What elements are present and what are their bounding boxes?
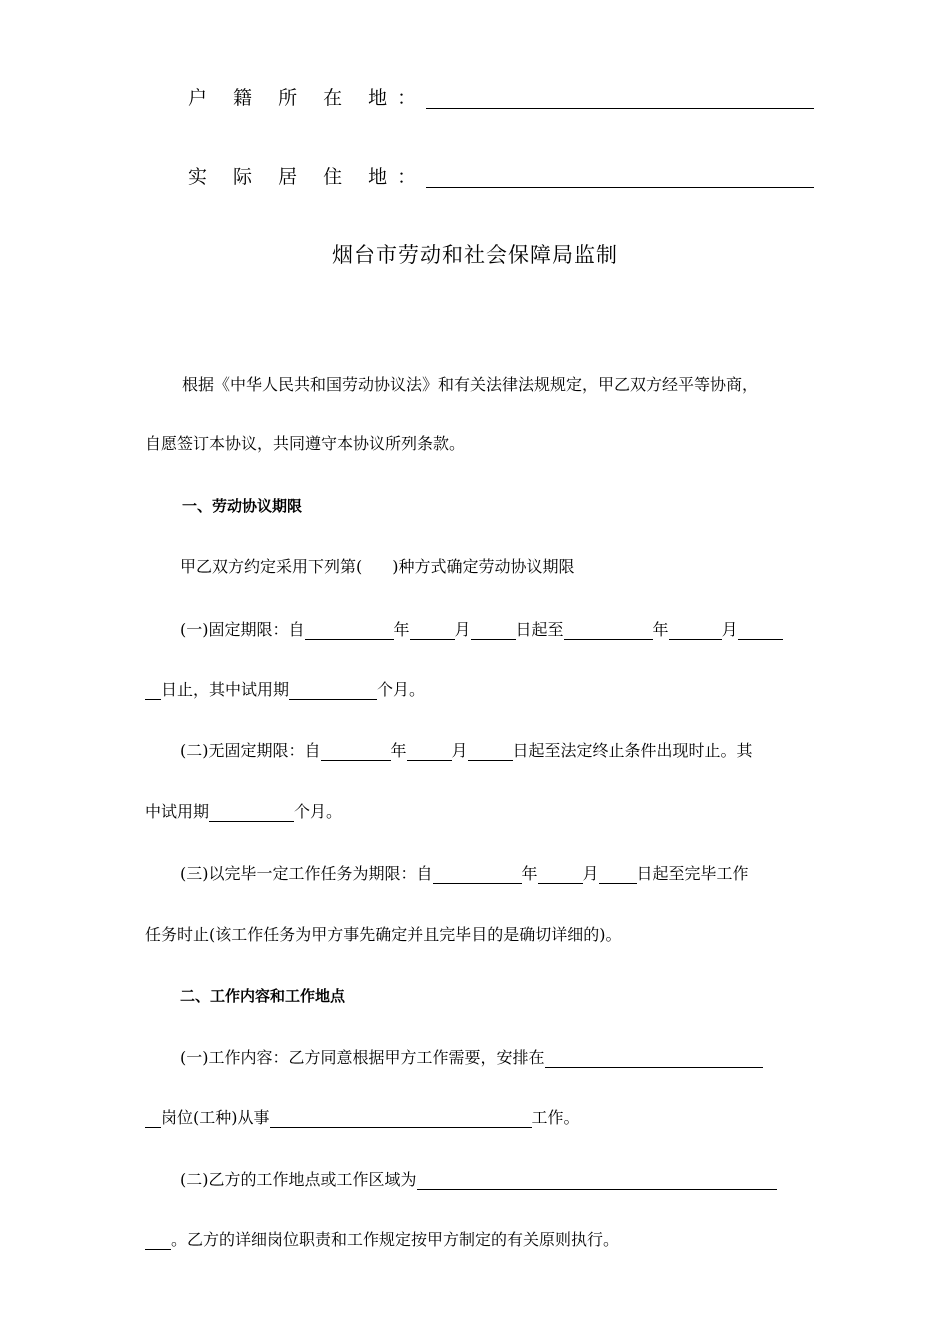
issuer-title: 烟台市劳动和社会保障局监制 xyxy=(332,243,618,267)
work-location-line-2 xyxy=(145,1230,619,1250)
work-location-blank-b[interactable] xyxy=(145,1233,171,1250)
fixed-year-unit: 年 xyxy=(393,620,410,639)
open-probation-blank[interactable] xyxy=(209,805,294,822)
intro-line-1: 根据《中华人民共和国劳动协议法》和有关法律法规规定，甲乙双方经平等协商， xyxy=(182,375,759,394)
task-term-label: (三)以完毕一定工作任务为期限：自 xyxy=(180,864,433,883)
fixed-term-line-1 xyxy=(180,620,783,640)
task-start-day-blank[interactable] xyxy=(599,867,637,884)
fixed-month-unit: 月 xyxy=(454,620,471,639)
task-term-line-2: 任务时止(该工作任务为甲方事先确定并且完毕目的是确切详细的)。 xyxy=(145,925,622,944)
household-registration-label: 户 籍 所 在 地： xyxy=(188,87,427,109)
fixed-end-year-blank[interactable] xyxy=(564,623,653,640)
fixed-start-month-blank[interactable] xyxy=(410,623,455,640)
open-term-line-1 xyxy=(180,741,753,761)
work-location-blank-a[interactable] xyxy=(417,1173,777,1190)
fixed-day-to: 日止，其中试用期 xyxy=(161,680,290,699)
fixed-end-day-blank-b[interactable] xyxy=(145,683,161,700)
open-term-label: (二)无固定期限：自 xyxy=(180,741,321,760)
work-suffix: 工作。 xyxy=(531,1108,580,1127)
intro-line-2: 自愿签订本协议，共同遵守本协议所列条款。 xyxy=(145,434,466,453)
fixed-end-month-unit: 月 xyxy=(721,620,738,639)
term-choice-text-a: 甲乙双方约定采用下列第( xyxy=(180,557,363,576)
section-2-heading: 二、工作内容和工作地点 xyxy=(180,987,346,1005)
fixed-months-unit: 个月。 xyxy=(377,680,426,699)
fixed-end-year-unit: 年 xyxy=(652,620,669,639)
actual-residence-row xyxy=(188,167,814,188)
task-start-year-blank[interactable] xyxy=(433,867,522,884)
section-1-heading: 一、劳动协议期限 xyxy=(182,497,303,515)
open-month-unit: 月 xyxy=(451,741,468,760)
fixed-end-day-blank-a[interactable] xyxy=(738,623,783,640)
open-start-day-blank[interactable] xyxy=(468,744,513,761)
open-months-unit: 个月。 xyxy=(294,802,343,821)
open-start-year-blank[interactable] xyxy=(321,744,391,761)
work-department-blank-a[interactable] xyxy=(545,1051,763,1068)
task-year-unit: 年 xyxy=(521,864,538,883)
task-term-line-1 xyxy=(180,864,749,884)
household-registration-blank[interactable] xyxy=(426,90,814,109)
fixed-term-line-2 xyxy=(145,680,425,700)
fixed-start-day-blank[interactable] xyxy=(471,623,516,640)
work-content-line-2 xyxy=(145,1108,580,1128)
work-content-line-1 xyxy=(180,1048,763,1068)
fixed-end-month-blank[interactable] xyxy=(669,623,722,640)
task-start-month-blank[interactable] xyxy=(538,867,583,884)
fixed-day-from: 日起至 xyxy=(515,620,564,639)
work-location-tail: 。乙方的详细岗位职责和工作规定按甲方制定的有关原则执行。 xyxy=(171,1230,620,1249)
term-choice-blank[interactable] xyxy=(362,561,392,577)
work-type-blank[interactable] xyxy=(270,1111,532,1128)
work-content-label: (一)工作内容：乙方同意根据甲方工作需要，安排在 xyxy=(180,1048,545,1067)
fixed-probation-blank[interactable] xyxy=(289,683,377,700)
fixed-term-label: (一)固定期限：自 xyxy=(180,620,305,639)
work-post-label: 岗位(工种)从事 xyxy=(161,1108,270,1127)
open-probation-label: 中试用期 xyxy=(145,802,210,821)
actual-residence-blank[interactable] xyxy=(426,169,814,188)
open-day-tail: 日起至法定终止条件出现时止。其 xyxy=(512,741,753,760)
open-term-line-2 xyxy=(145,802,342,822)
work-location-line-1 xyxy=(180,1170,777,1190)
task-month-unit: 月 xyxy=(582,864,599,883)
work-location-label: (二)乙方的工作地点或工作区域为 xyxy=(180,1170,417,1189)
term-choice-line xyxy=(180,557,575,577)
open-start-month-blank[interactable] xyxy=(407,744,452,761)
term-choice-text-b: )种方式确定劳动协议期限 xyxy=(392,557,575,576)
actual-residence-label: 实 际 居 住 地： xyxy=(188,166,427,188)
work-department-blank-b[interactable] xyxy=(145,1111,161,1128)
open-year-unit: 年 xyxy=(390,741,407,760)
fixed-start-year-blank[interactable] xyxy=(305,623,394,640)
task-day-tail: 日起至完毕工作 xyxy=(636,864,749,883)
household-registration-row xyxy=(188,88,814,109)
